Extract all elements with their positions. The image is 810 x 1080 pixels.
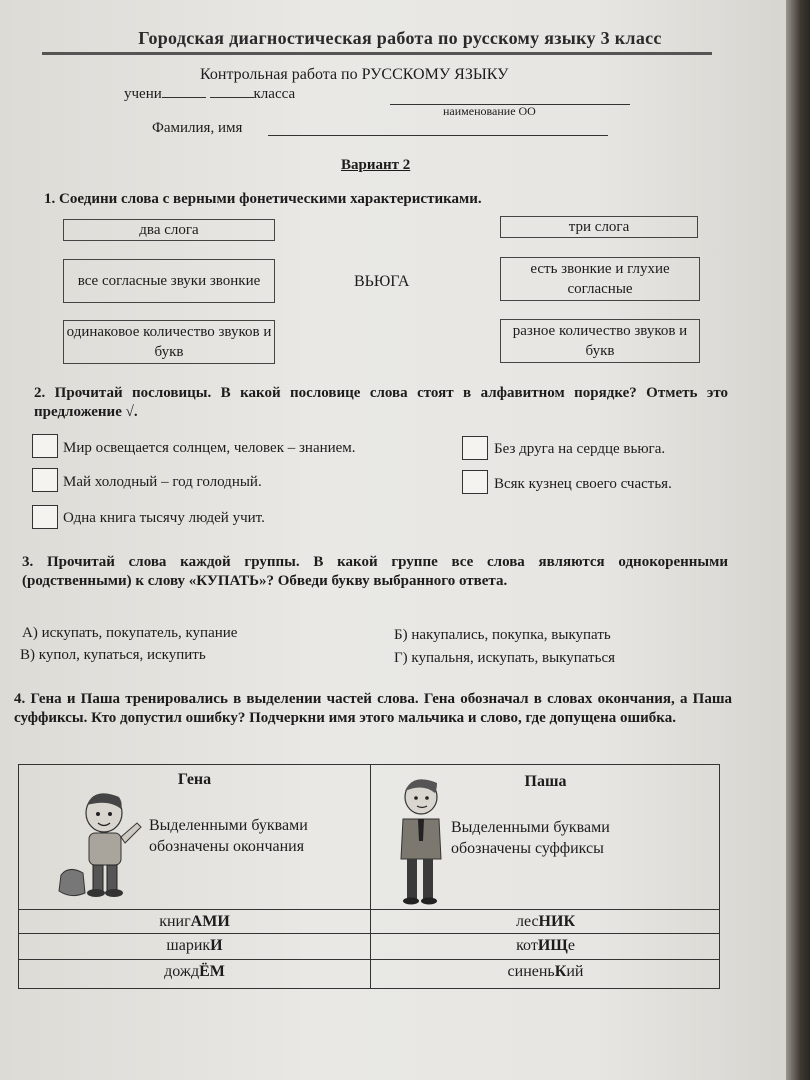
- task1-left-box-1[interactable]: два слога: [63, 219, 275, 241]
- task3-question: 3. Прочитай слова каждой группы. В какой группе все слова являются однокоренными (родственными) к слову «КУПАТЬ»? Обведи букву выбранного ответа.: [22, 554, 728, 589]
- background-edge: [786, 0, 810, 1080]
- table-row-line-1: [19, 909, 719, 910]
- task1-word: ВЬЮГА: [354, 273, 410, 290]
- pasha-word-2[interactable]: котИЩе: [516, 937, 575, 954]
- school-field[interactable]: [390, 90, 630, 105]
- gena-word-2[interactable]: шарикИ: [166, 937, 223, 954]
- table-row-line-3: [19, 959, 719, 960]
- school-caption: наименование ОО: [443, 104, 536, 118]
- task2-checkbox-5[interactable]: [32, 505, 58, 529]
- gena-boy-illustration: [49, 783, 149, 903]
- name-field[interactable]: [268, 121, 608, 136]
- pasha-note: Выделенными буквами обозначены суффиксы: [451, 819, 610, 857]
- student-line: [124, 86, 295, 103]
- task1-left-box-2[interactable]: все согласные звуки звонкие: [63, 259, 275, 303]
- task1-right-box-2[interactable]: есть звонкие и глухие согласные: [500, 257, 700, 301]
- gena-word-3[interactable]: дождЁМ: [164, 963, 225, 980]
- task4-table: [18, 764, 720, 989]
- pasha-boy-illustration: [385, 771, 455, 911]
- task2-option-1: Мир освещается солнцем, человек – знанием.: [63, 440, 356, 456]
- task2-checkbox-3[interactable]: [32, 468, 58, 492]
- task2-question: 2. Прочитай пословицы. В какой пословице слова стоят в алфавитном порядке? Отметь это предложение √.: [34, 385, 728, 420]
- task1-right-box-3[interactable]: разное количество звуков и букв: [500, 319, 700, 363]
- name-label: Фамилия, имя: [152, 120, 243, 136]
- gena-word-1[interactable]: книгАМИ: [159, 913, 230, 930]
- pasha-word-3[interactable]: синеньКий: [507, 963, 584, 980]
- task1-question: 1. Соедини слова с верными фонетическими характеристиками.: [44, 191, 482, 207]
- task1-left-box-3[interactable]: одинаковое количество звуков и букв: [63, 320, 275, 364]
- header-rule: [42, 52, 712, 55]
- gena-note: Выделенными буквами обозначены окончания: [149, 817, 308, 855]
- table-row-line-2: [19, 933, 719, 934]
- task3-option-a[interactable]: А) искупать, покупатель, купание: [22, 625, 238, 641]
- student-blank-2[interactable]: [210, 97, 254, 98]
- pasha-name[interactable]: Паша: [524, 773, 567, 790]
- task2-option-2: Без друга на сердце вьюга.: [494, 441, 666, 457]
- pasha-word-1[interactable]: лесНИК: [515, 913, 576, 930]
- class-label: класса: [253, 86, 296, 102]
- task2-checkbox-1[interactable]: [32, 434, 58, 458]
- variant-label: Вариант 2: [341, 157, 411, 173]
- subtitle: Контрольная работа по РУССКОМУ ЯЗЫКУ: [200, 66, 509, 83]
- gena-name[interactable]: Гена: [177, 771, 212, 788]
- header-title: Городская диагностическая работа по русскому языку 3 класс: [138, 28, 662, 48]
- task3-option-g[interactable]: Г) купальня, искупать, выкупаться: [394, 650, 616, 666]
- task3-option-v[interactable]: В) купол, купаться, искупить: [20, 647, 206, 663]
- task2-option-3: Май холодный – год голодный.: [63, 474, 262, 490]
- student-blank-1[interactable]: [162, 97, 206, 98]
- task2-option-4: Всяк кузнец своего счастья.: [494, 476, 672, 492]
- task3-option-b[interactable]: Б) накупались, покупка, выкупать: [394, 627, 611, 643]
- task2-option-5: Одна книга тысячу людей учит.: [63, 510, 265, 526]
- student-prefix: учени: [124, 86, 162, 102]
- task4-question: 4. Гена и Паша тренировались в выделении частей слова. Гена обозначал в словах окончания, а Паша суффиксы. Кто допустил ошибку? Подчеркни имя этого мальчика и слово, где допущена ошибка.: [14, 691, 732, 726]
- task1-right-box-1[interactable]: три слога: [500, 216, 698, 238]
- task2-checkbox-2[interactable]: [462, 436, 488, 460]
- task2-checkbox-4[interactable]: [462, 470, 488, 494]
